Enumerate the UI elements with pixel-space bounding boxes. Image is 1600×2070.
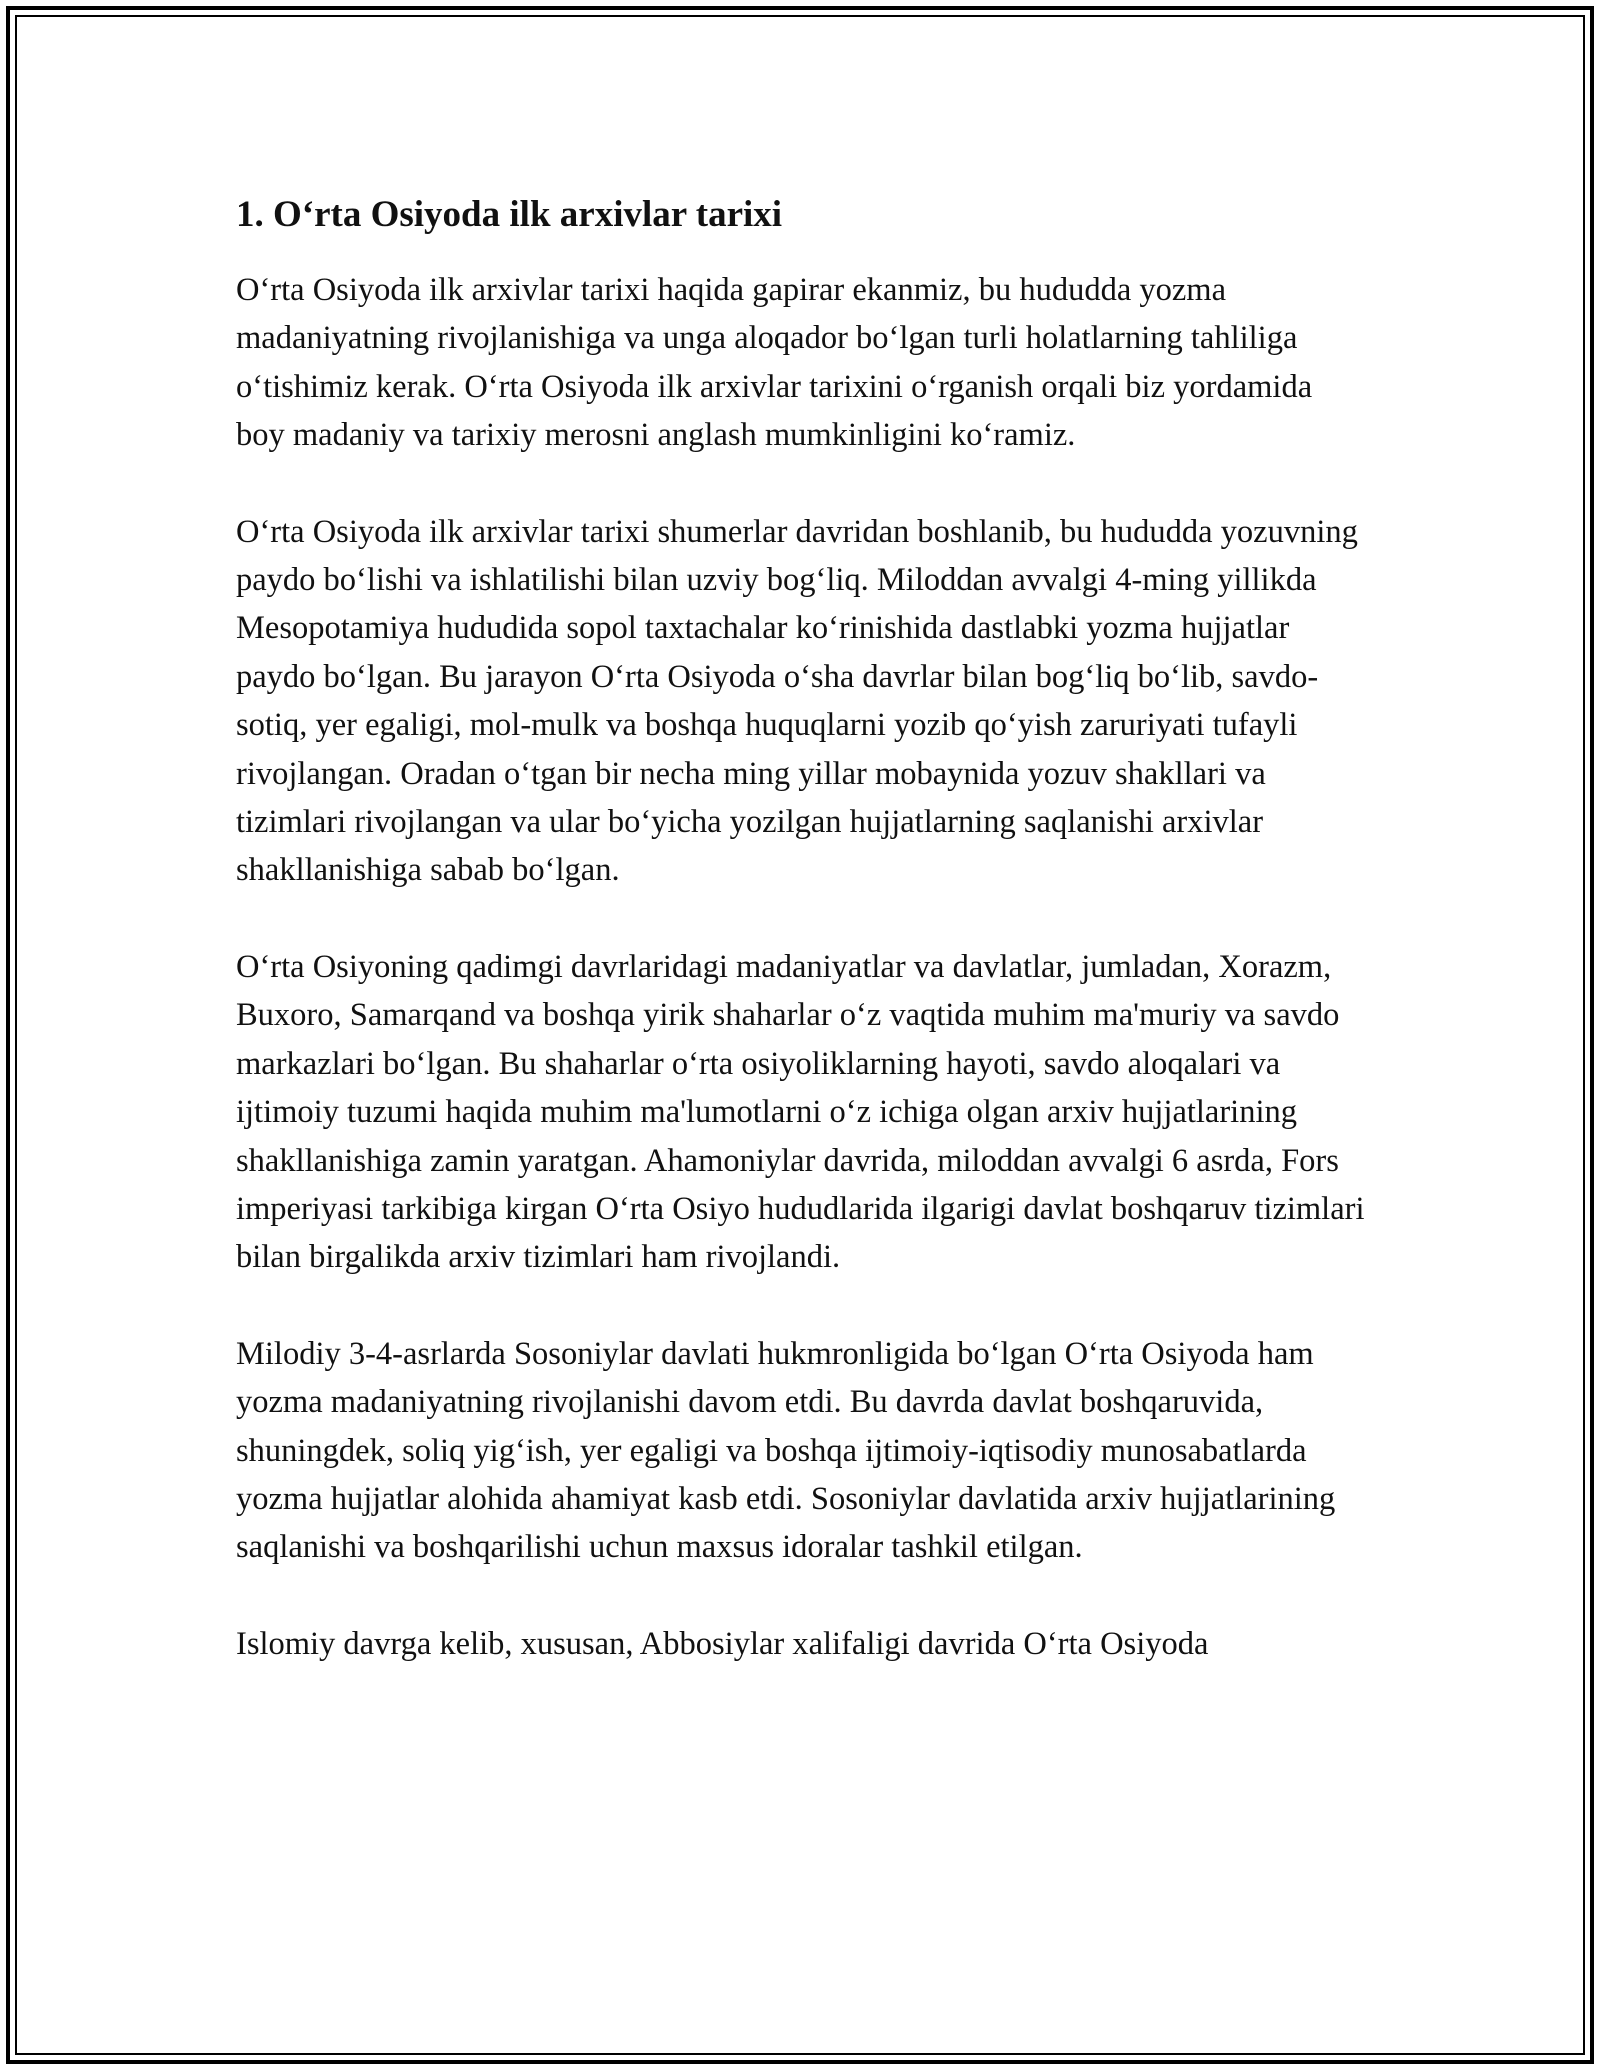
document-body bbox=[236, 186, 1366, 1716]
section-heading: 1. O‘rta Osiyoda ilk arxivlar tarixi bbox=[236, 194, 783, 235]
paragraph-4: Milodiy 3-4-asrlarda Sosoniylar davlati hukmronligida bo‘lgan O‘rta Osiyoda ham yozma madaniyatning rivojlanishi davom etdi. Bu davrda davlat boshqaruvida, shuningdek, soliq yig‘ish, yer egaligi va boshqa ijtimoiy-iqtisodiy munosabatlarda yozma hujjatlar alohida ahamiyat kasb etdi. Sosoniylar davlatida arxiv hujjatlarining saqlanishi va boshqarilishi uchun maxsus idoralar tashkil etilgan. bbox=[236, 1335, 1336, 1566]
paragraph-1: O‘rta Osiyoda ilk arxivlar tarixi haqida gapirar ekanmiz, bu hududda yozma madaniyatning rivojlanishiga va unga aloqador bo‘lgan turli holatlarning tahliliga o‘tishimiz kerak. O‘rta Osiyoda ilk arxivlar tarixini o‘rganish orqali biz yordamida boy madaniy va tarixiy merosni anglash mumkinligini ko‘ramiz. bbox=[236, 272, 1313, 454]
paragraph-5: Islomiy davrga kelib, xususan, Abbosiylar xalifaligi davrida O‘rta Osiyoda bbox=[236, 1625, 1209, 1662]
paragraph-2: O‘rta Osiyoda ilk arxivlar tarixi shumerlar davridan boshlanib, bu hududda yozuvning paydo bo‘lishi va ishlatilishi bilan uzviy bog‘liq. Miloddan avvalgi 4-ming yillikda Mesopotamiya hududida sopol taxtachalar ko‘rinishida dastlabki yozma hujjatlar paydo bo‘lgan. Bu jarayon O‘rta Osiyoda o‘sha davrlar bilan bog‘liq bo‘lib, savdo-sotiq, yer egaligi, mol-mulk va boshqa huquqlarni yozib qo‘yish zaruriyati tufayli rivojlangan. Oradan o‘tgan bir necha ming yillar mobaynida yozuv shakllari va tizimlari rivojlangan va ular bo‘yicha yozilgan hujjatlarning saqlanishi arxivlar shakllanishiga sabab bo‘lgan. bbox=[236, 513, 1358, 889]
paragraph-3: O‘rta Osiyoning qadimgi davrlaridagi madaniyatlar va davlatlar, jumladan, Xorazm, Buxoro, Samarqand va boshqa yirik shaharlar o‘z vaqtida muhim ma'muriy va savdo markazlari bo‘lgan. Bu shaharlar o‘rta osiyoliklarning hayoti, savdo aloqalari va ijtimoiy tuzumi haqida muhim ma'lumotlarni o‘z ichiga olgan arxiv hujjatlarining shakllanishiga zamin yaratgan. Ahamoniylar davrida, miloddan avvalgi 6 asrda, Fors imperiyasi tarkibiga kirgan O‘rta Osiyo hududlarida ilgarigi davlat boshqaruv tizimlari bilan birgalikda arxiv tizimlari ham rivojlandi. bbox=[236, 948, 1365, 1276]
